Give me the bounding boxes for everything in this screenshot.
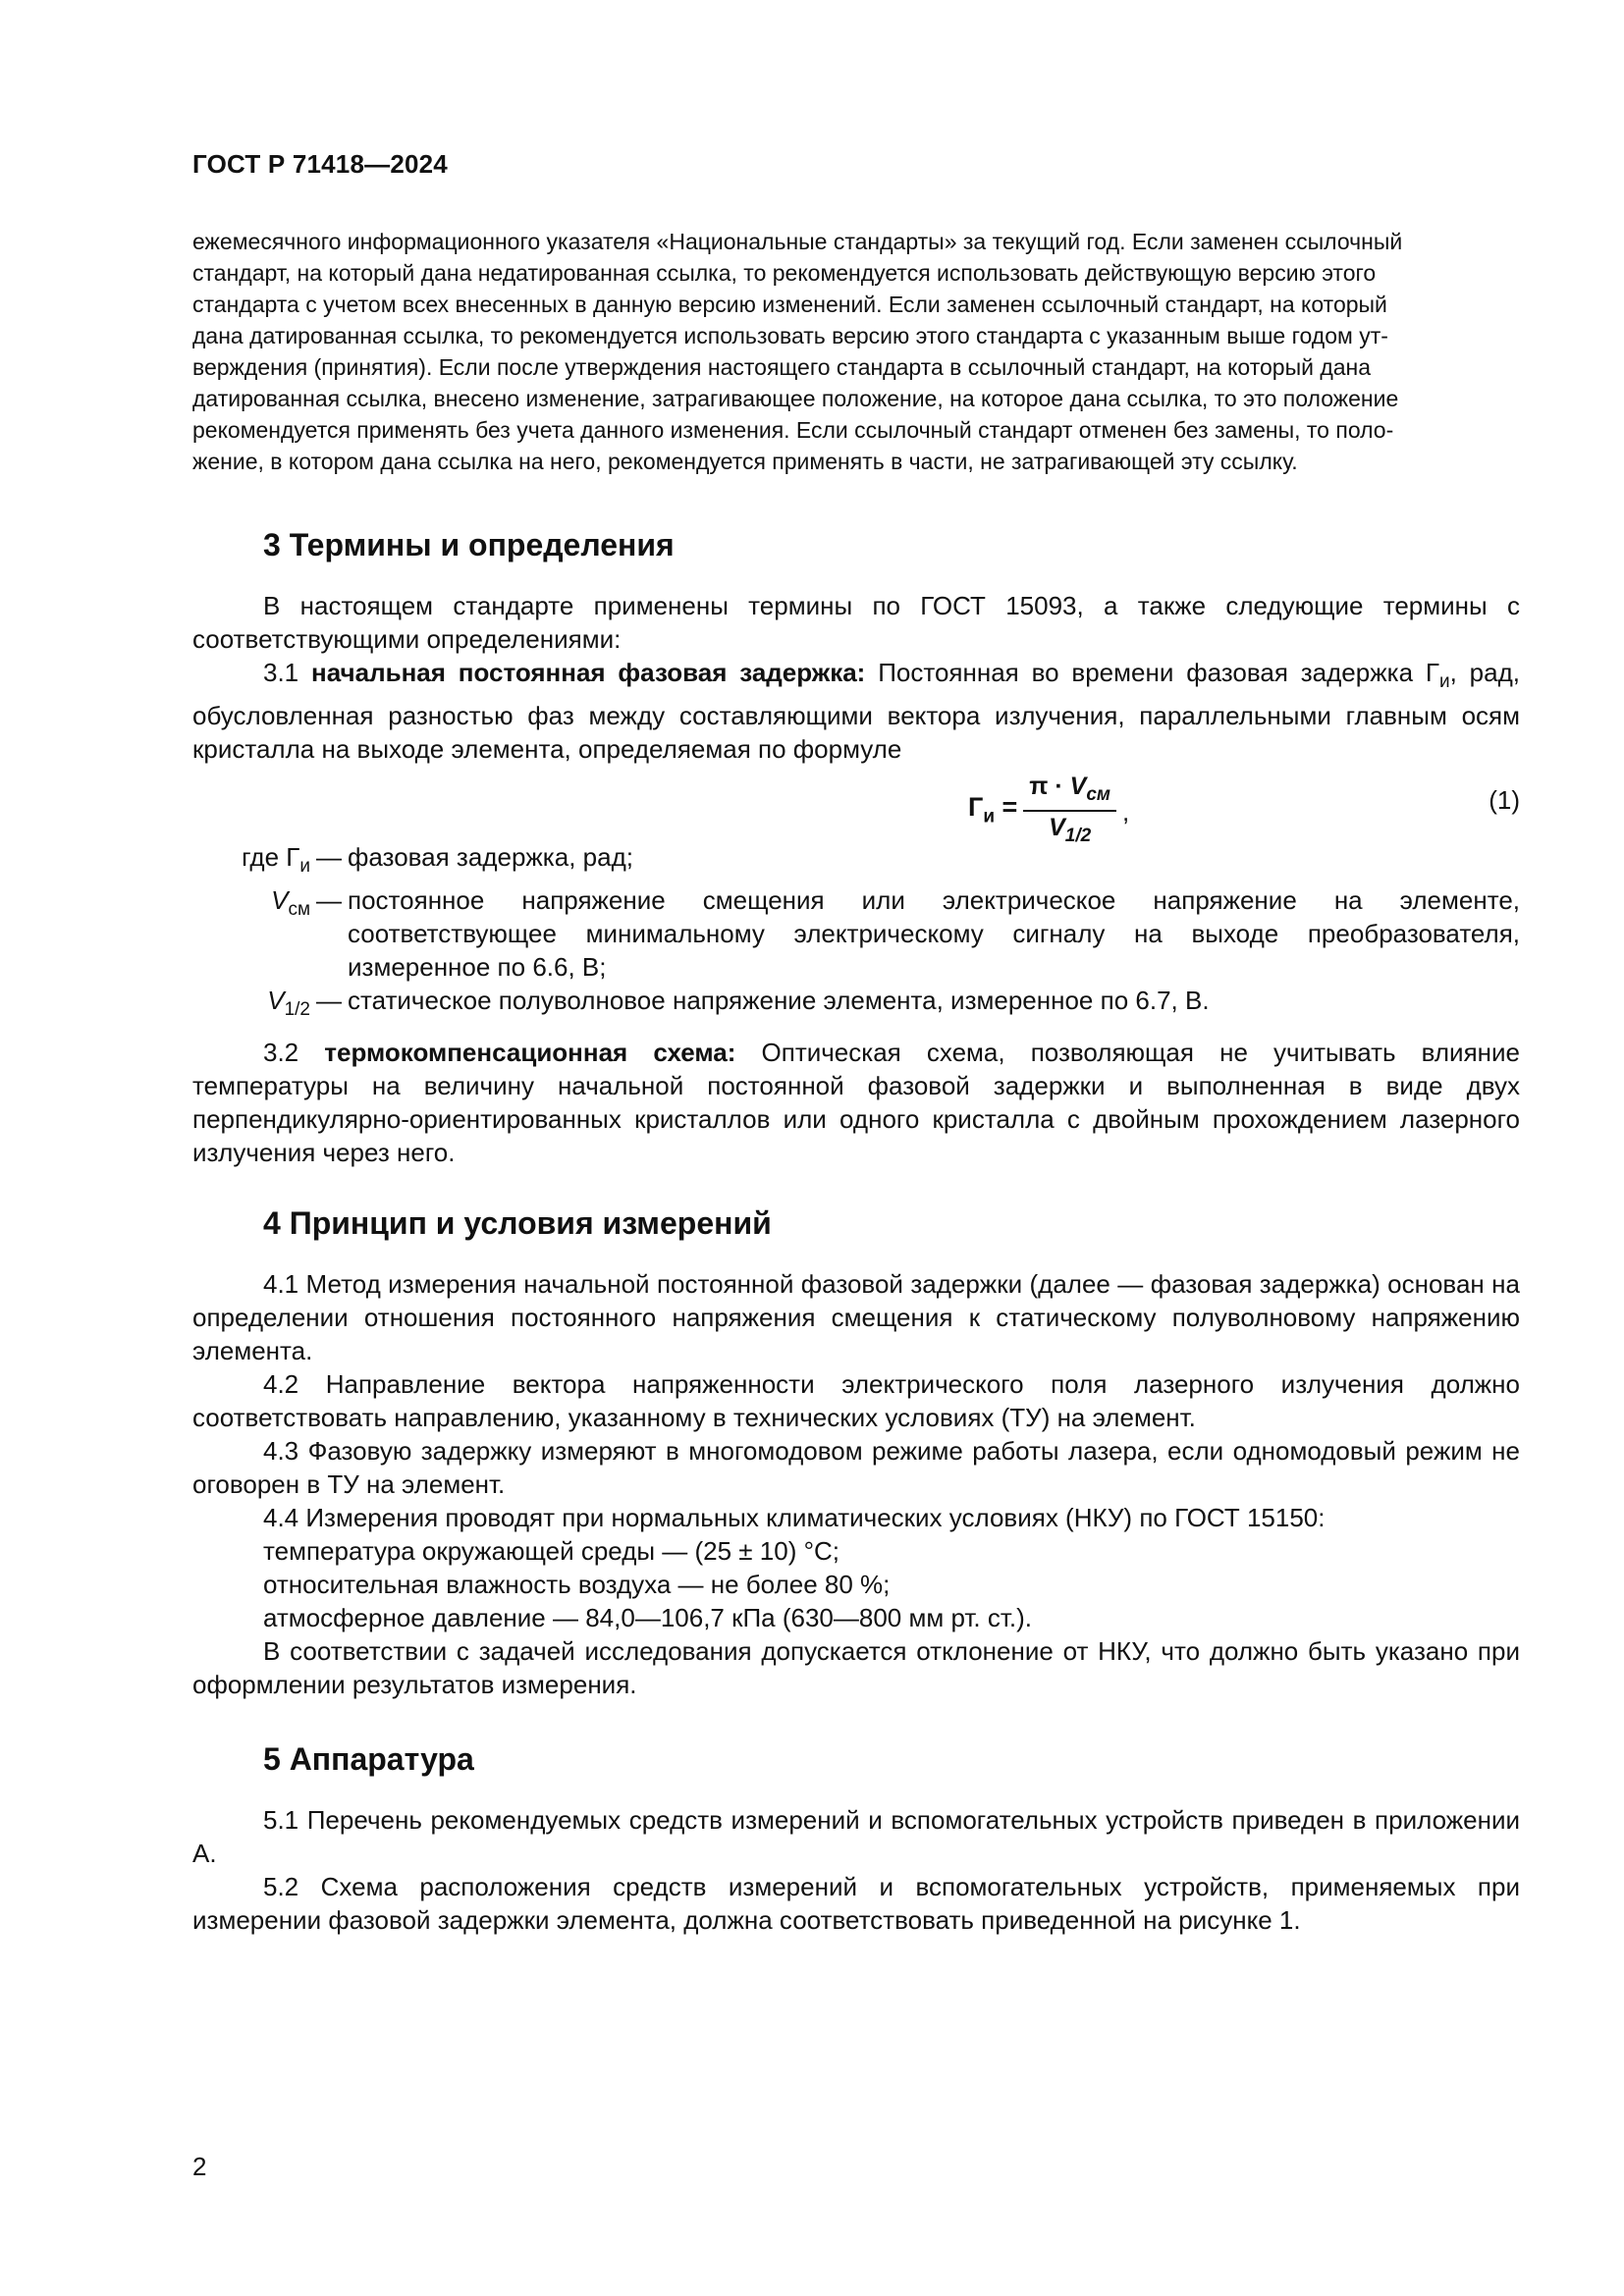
condition-temperature: температура окружающей среды — (25 ± 10) °С; (263, 1536, 839, 1566)
formula-1 (192, 772, 1520, 847)
formula-lhs: $Г_и$ = (968, 791, 1018, 828)
legend-description: фазовая задержка, рад; (348, 842, 633, 873)
term-name: начальная постоянная фазовая задержка: (311, 658, 866, 687)
formula-numerator: $\pi \cdot V_{см}$ (1023, 772, 1116, 812)
section-4-title: 4 Принцип и условия измерений (263, 1205, 772, 1241)
legend-row (192, 883, 1520, 984)
clause-4-4: 4.4 Измерения проводят при нормальных климатических условиях (НКУ) по ГОСТ 15150: (263, 1503, 1326, 1532)
legend-description: статическое полуволновое напряжение элемента, измеренное по 6.7, В. (348, 986, 1210, 1016)
formula-legend (192, 840, 1520, 1027)
intro-line: жение, в котором дана ссылка на него, рекомендуется применять в части, не затрагивающей эту ссылку. (192, 449, 1298, 474)
legend-dash: — (316, 986, 342, 1016)
term-name: термокомпенсационная схема: (324, 1037, 736, 1067)
clause-4-1: 4.1 Метод измерения начальной постоянной фазовой задержки (далее — фазовая задержка) основан на определении отношения постоянного напряжения смещения к статическому полуволновому напряжению элемента. (192, 1269, 1520, 1365)
legend-row (192, 984, 1520, 1027)
clause-4-2: 4.2 Направление вектора напряженности электрического поля лазерного излучения должно соответствовать направлению, указанному в технических условиях (ТУ) на элемент. (192, 1369, 1520, 1432)
term-number: 3.1 (263, 658, 299, 687)
formula-expression (968, 772, 1129, 852)
formula-fraction (1023, 772, 1116, 852)
intro-line: датированная ссылка, внесено изменение, затрагивающее положение, на которое дана ссылка, то это положение (192, 386, 1399, 411)
legend-dash: — (316, 842, 342, 873)
section-4-body (192, 1267, 1520, 1701)
legend-symbol: где $Г_и$ (242, 842, 310, 878)
term-3-2 (192, 1036, 1520, 1169)
condition-pressure: атмосферное давление — 84,0—106,7 кПа (630—800 мм рт. ст.). (263, 1603, 1032, 1632)
intro-line: стандарта с учетом всех внесенных в данную версию изменений. Если заменен ссылочный стандарт, на который (192, 292, 1387, 317)
term-definition: Оптическая схема, позволяющая не учитывать влияние температуры на величину начальной постоянной фазовой задержки и выполненная в виде двух перпендикулярно-ориентированных кристаллов или одного кристалла с двойным прохождением лазерного излучения через него. (192, 1037, 1520, 1167)
section-5-title: 5 Аппаратура (263, 1741, 474, 1777)
condition-humidity: относительная влажность воздуха — не более 80 %; (263, 1570, 891, 1599)
intro-line: верждения (принятия). Если после утверждения настоящего стандарта в ссылочный стандарт, на который дана (192, 354, 1372, 380)
clause-4-4-note: В соответствии с задачей исследования допускается отклонение от НКУ, что должно быть указано при оформлении результатов измерения. (192, 1636, 1520, 1699)
legend-row (192, 840, 1520, 883)
term-definition-part: Постоянная во времени фазовая задержка Г (878, 658, 1439, 687)
clause-5-2: 5.2 Схема расположения средств измерений и вспомогательных устройств, применяемых при измерении фазовой задержки элемента, должна соответствовать приведенной на рисунке 1. (192, 1872, 1520, 1935)
term-number: 3.2 (263, 1037, 299, 1067)
section-3-body (192, 589, 1520, 1169)
section-5-body (192, 1803, 1520, 1937)
intro-line: стандарт, на который дана недатированная ссылка, то рекомендуется использовать действующую версию этого (192, 260, 1377, 286)
page-number: 2 (192, 2152, 207, 2181)
section-3-title: 3 Термины и определения (263, 527, 675, 562)
legend-symbol: $V_{1/2}$ (267, 986, 310, 1021)
intro-paragraph (192, 226, 1520, 477)
clause-5-1: 5.1 Перечень рекомендуемых средств измерений и вспомогательных устройств приведен в приложении А. (192, 1805, 1520, 1868)
intro-line: дана датированная ссылка, то рекомендуется использовать версию этого стандарта с указанным выше годом ут- (192, 323, 1388, 348)
legend-dash: — (316, 885, 342, 916)
term-definition-part: , рад, обусловленная разностью фаз между составляющими вектора излучения, параллельными главным осям кристалла на выходе элемента, определяемая по формуле (192, 658, 1520, 765)
intro-line: ежемесячного информационного указателя «Национальные стандарты» за текущий год. Если заменен ссылочный (192, 229, 1403, 254)
legend-description: постоянное напряжение смещения или электрическое напряжение на элементе, соответствующее минимальному электрическому сигналу на выходе преобразователя, измеренное по 6.6, В; (348, 885, 1520, 983)
clause-4-3: 4.3 Фазовую задержку измеряют в многомодовом режиме работы лазера, если одномодовый режим не оговорен в ТУ на элемент. (192, 1436, 1520, 1499)
section-3-intro: В настоящем стандарте применены термины по ГОСТ 15093, а также следующие термины с соответствующими определениями: (192, 591, 1520, 654)
legend-symbol: $V_{см}$ (271, 885, 310, 921)
subscript: и (1438, 671, 1450, 693)
formula-number: (1) (1489, 785, 1520, 816)
formula-denominator: $V_{1/2}$ (1049, 814, 1092, 847)
formula-comma: , (1121, 797, 1130, 828)
term-3-1 (192, 656, 1520, 766)
intro-line: рекомендуется применять без учета данного изменения. Если ссылочный стандарт отменен без замены, то поло- (192, 417, 1394, 443)
standard-designation: ГОСТ Р 71418—2024 (192, 149, 448, 179)
